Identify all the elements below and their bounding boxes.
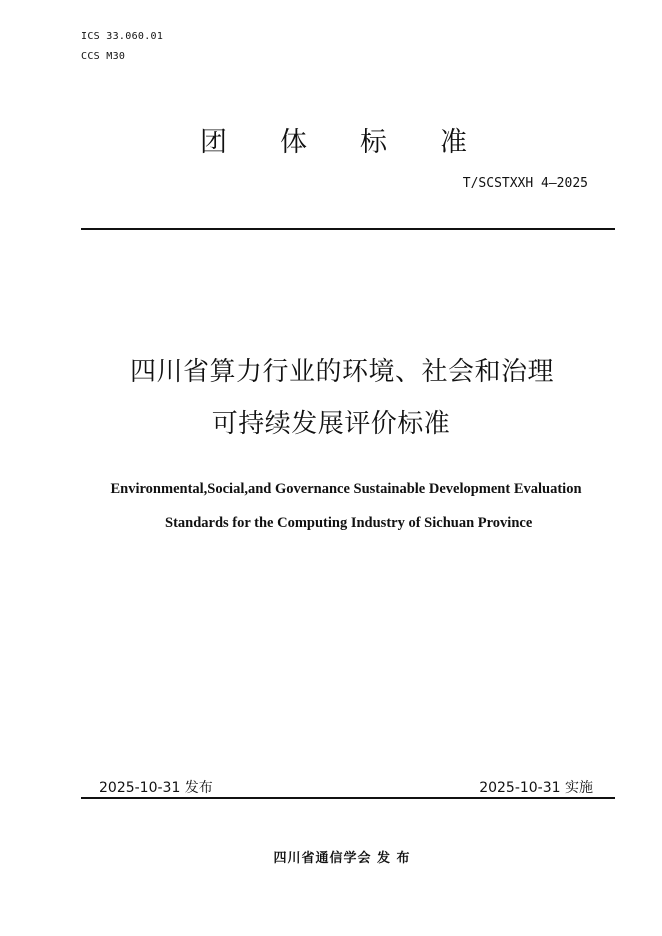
implementation-date: 2025-10-31 实施 <box>479 780 593 796</box>
top-divider <box>81 228 615 230</box>
english-title-line-1: Environmental,Social,and Governance Sustainable Development Evaluation <box>110 481 582 497</box>
bottom-divider <box>81 797 615 799</box>
publisher: 四川省通信学会 发 布 <box>273 851 411 866</box>
release-date: 2025-10-31 发布 <box>99 780 213 796</box>
english-title-line-2: Standards for the Computing Industry of Sichuan Province <box>165 515 533 531</box>
chinese-title-line-2: 可持续发展评价标准 <box>211 409 451 439</box>
standard-type-heading: 团体标准 <box>200 127 520 158</box>
standard-number: T/SCSTXXH 4—2025 <box>462 176 588 191</box>
ics-code: ICS 33.060.01 <box>81 31 164 42</box>
chinese-title-line-1: 四川省算力行业的环境、社会和治理 <box>129 357 554 387</box>
ccs-code: CCS M30 <box>81 51 126 62</box>
